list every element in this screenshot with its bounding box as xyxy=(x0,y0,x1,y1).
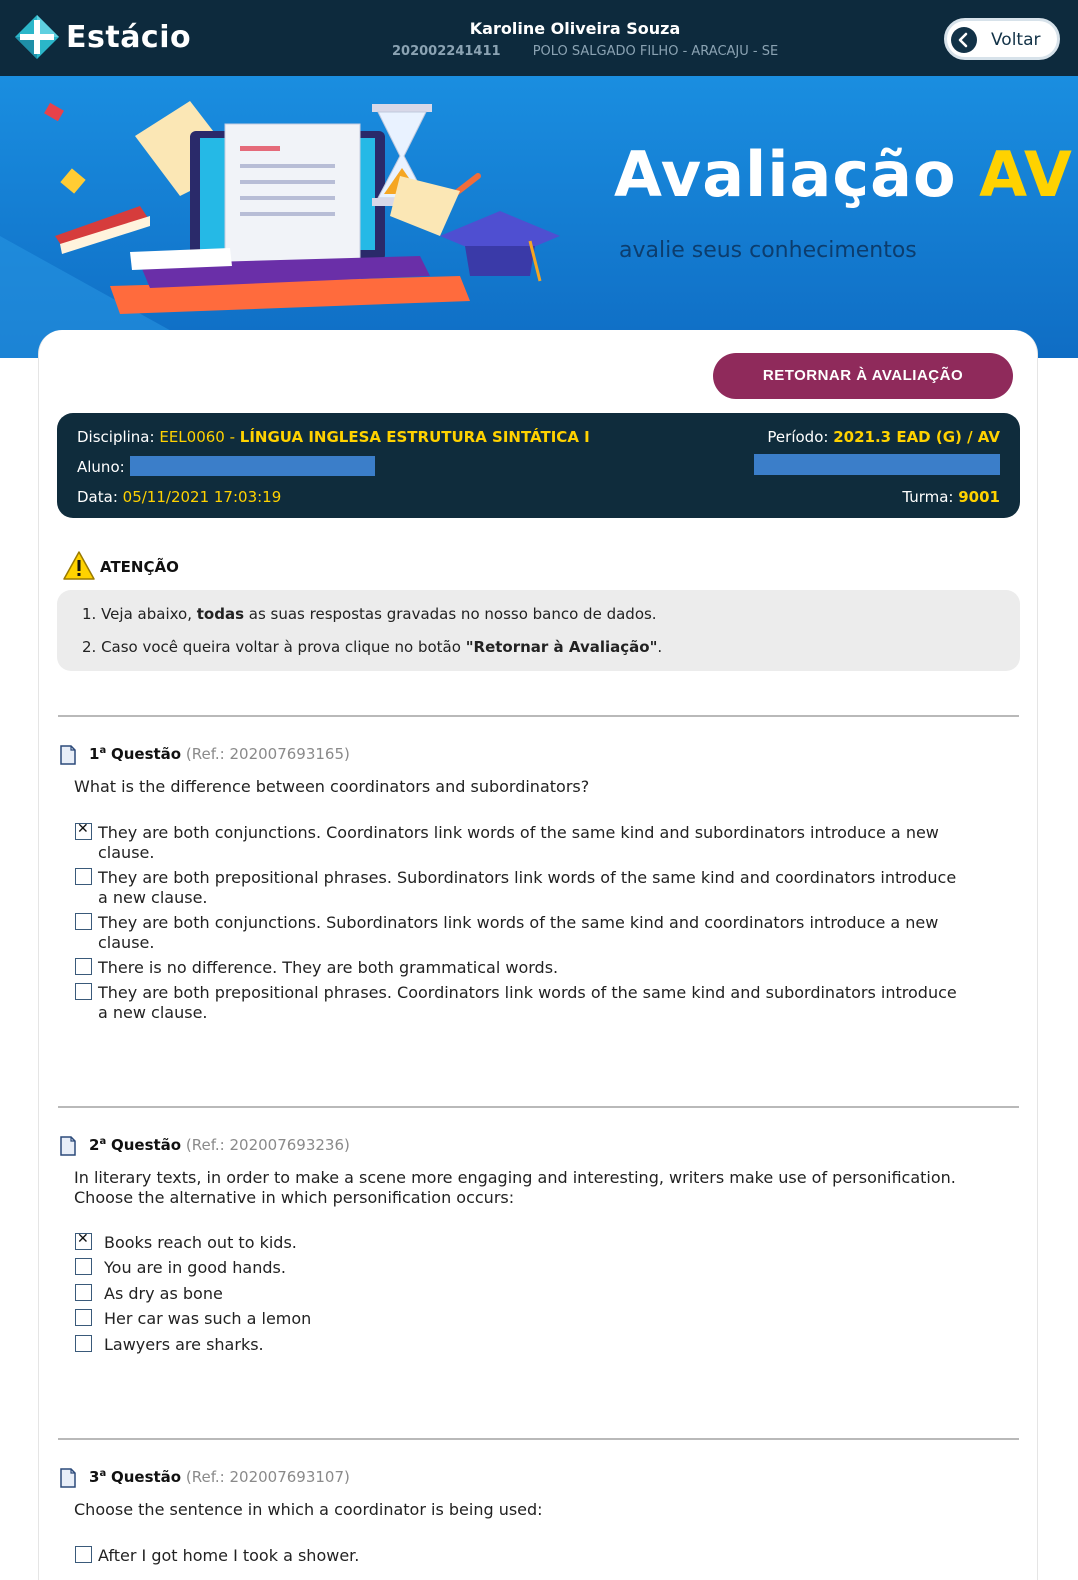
option-checkbox[interactable] xyxy=(75,1309,92,1326)
option-checkbox[interactable] xyxy=(75,1546,92,1563)
question-divider xyxy=(58,1106,1019,1108)
question-2-option-4[interactable]: Her car was such a lemon xyxy=(104,1309,312,1328)
option-checkbox[interactable] xyxy=(75,1258,92,1275)
option-checkbox[interactable] xyxy=(75,913,92,930)
question-3-number: 3 xyxy=(89,1468,100,1486)
banner-title xyxy=(614,138,1073,211)
question-2-title xyxy=(89,1136,350,1154)
option-line-1: They are both prepositional phrases. Subordinators link words of the same kind and coordinators introduce xyxy=(98,868,957,887)
disciplina-row xyxy=(77,428,590,446)
question-2-option-3[interactable]: As dry as bone xyxy=(104,1284,223,1303)
question-1-option-3[interactable] xyxy=(98,913,938,953)
periodo-row xyxy=(767,428,1000,446)
notice-line-2-pre: 2. Caso você queira voltar à prova clique no botão xyxy=(82,638,466,656)
user-meta xyxy=(392,44,778,59)
disciplina-separator: - xyxy=(224,428,240,446)
option-checkbox[interactable] xyxy=(75,958,92,975)
option-checkbox[interactable] xyxy=(75,1284,92,1301)
exam-info-box xyxy=(57,413,1020,518)
question-1-option-4[interactable] xyxy=(98,958,558,978)
chevron-left-icon xyxy=(951,27,977,53)
question-3-sup: a xyxy=(99,1468,107,1479)
periodo-value: 2021.3 EAD (G) / AV xyxy=(833,428,1000,446)
redacted-aluno xyxy=(130,456,375,476)
question-2-text-line-2: Choose the alternative in which personification occurs: xyxy=(74,1188,515,1207)
data-label: Data: xyxy=(77,488,118,506)
notice-line-2 xyxy=(82,638,662,656)
notice-line-1-bold: todas xyxy=(196,605,244,623)
question-2-ref: (Ref.: 202007693236) xyxy=(185,1136,350,1154)
document-icon xyxy=(60,745,76,765)
option-checkbox[interactable] xyxy=(75,983,92,1000)
question-1-option-5[interactable] xyxy=(98,983,957,1023)
banner-title-main: Avaliação xyxy=(614,138,957,211)
question-2-option-5[interactable]: Lawyers are sharks. xyxy=(104,1335,264,1354)
notice-line-2-post: . xyxy=(657,638,663,656)
warning-icon xyxy=(62,550,96,582)
hero-banner xyxy=(0,76,1078,358)
disciplina-code: EEL0060 xyxy=(159,428,225,446)
notice-line-1-post: as suas respostas gravadas no nosso banco de dados. xyxy=(244,605,657,623)
option-line-2: clause. xyxy=(98,843,155,862)
option-line-1: They are both prepositional phrases. Coordinators link words of the same kind and subordinators introduce xyxy=(98,983,957,1002)
attention-title: ATENÇÃO xyxy=(100,558,179,576)
question-2-number: 2 xyxy=(89,1136,100,1154)
option-line-1: There is no difference. They are both grammatical words. xyxy=(98,958,559,977)
brand-name: Estácio xyxy=(66,20,192,55)
question-1-ref: (Ref.: 202007693165) xyxy=(185,745,350,763)
question-3-title xyxy=(89,1468,350,1486)
question-1-text: What is the difference between coordinators and subordinators? xyxy=(74,777,590,796)
document-icon xyxy=(60,1468,76,1488)
option-line-1: They are both conjunctions. Coordinators link words of the same kind and subordinators introduce a new xyxy=(98,823,939,842)
question-2-sup: a xyxy=(99,1136,107,1147)
question-2-label: Questão xyxy=(110,1136,182,1154)
redacted-field xyxy=(754,454,1000,475)
notice-line-1-pre: 1. Veja abaixo, xyxy=(82,605,197,623)
option-line-1: They are both conjunctions. Subordinators link words of the same kind and coordinators introduce a new xyxy=(98,913,939,932)
document-icon xyxy=(60,1136,76,1156)
aluno-row xyxy=(77,458,125,476)
question-2-text xyxy=(74,1168,1004,1208)
option-checkbox[interactable] xyxy=(75,1335,92,1352)
notice-line-1 xyxy=(82,605,657,623)
question-1-title xyxy=(89,745,350,763)
question-divider xyxy=(58,1438,1019,1440)
banner-subtitle: avalie seus conhecimentos xyxy=(619,238,917,263)
option-line-2: a new clause. xyxy=(98,1003,208,1022)
question-1-label: Questão xyxy=(110,745,182,763)
option-line-2: clause. xyxy=(98,933,155,952)
question-3-text: Choose the sentence in which a coordinator is being used: xyxy=(74,1500,543,1519)
question-3-label: Questão xyxy=(110,1468,182,1486)
user-name: Karoline Oliveira Souza xyxy=(469,19,681,38)
question-2-option-1[interactable]: Books reach out to kids. xyxy=(104,1233,297,1252)
question-2-option-2[interactable]: You are in good hands. xyxy=(104,1258,286,1277)
question-2-text-line-1: In literary texts, in order to make a scene more engaging and interesting, writers make use of personification. xyxy=(74,1168,956,1187)
exam-illustration-icon xyxy=(0,76,600,358)
question-3-option-1[interactable]: After I got home I took a shower. xyxy=(98,1546,360,1565)
back-button[interactable] xyxy=(944,18,1060,60)
option-checkbox[interactable] xyxy=(75,868,92,885)
banner-title-accent: AV xyxy=(979,138,1073,211)
turma-value: 9001 xyxy=(958,488,1000,506)
option-checkbox[interactable] xyxy=(75,1233,92,1250)
turma-label: Turma: xyxy=(902,488,954,506)
disciplina-name: LÍNGUA INGLESA ESTRUTURA SINTÁTICA I xyxy=(239,428,590,446)
question-1-option-1[interactable] xyxy=(98,823,939,863)
aluno-label: Aluno: xyxy=(77,458,125,476)
option-line-2: a new clause. xyxy=(98,888,208,907)
top-bar xyxy=(0,0,1078,76)
disciplina-label: Disciplina: xyxy=(77,428,155,446)
turma-row xyxy=(902,488,1000,506)
question-3-ref: (Ref.: 202007693107) xyxy=(185,1468,350,1486)
question-1-number: 1 xyxy=(89,745,100,763)
question-1-sup: a xyxy=(99,745,107,756)
return-to-exam-button[interactable]: RETORNAR À AVALIAÇÃO xyxy=(713,353,1013,399)
back-button-label: Voltar xyxy=(991,30,1041,50)
question-1-option-2[interactable] xyxy=(98,868,956,908)
data-row xyxy=(77,488,281,506)
attention-notice xyxy=(57,590,1020,671)
periodo-label: Período: xyxy=(767,428,829,446)
user-matricula: 202002241411 xyxy=(392,44,501,59)
user-polo: POLO SALGADO FILHO - ARACAJU - SE xyxy=(532,44,779,59)
data-value: 05/11/2021 17:03:19 xyxy=(122,488,282,506)
question-divider xyxy=(58,715,1019,717)
notice-line-2-bold: "Retornar à Avaliação" xyxy=(465,638,658,656)
option-checkbox[interactable] xyxy=(75,823,92,840)
